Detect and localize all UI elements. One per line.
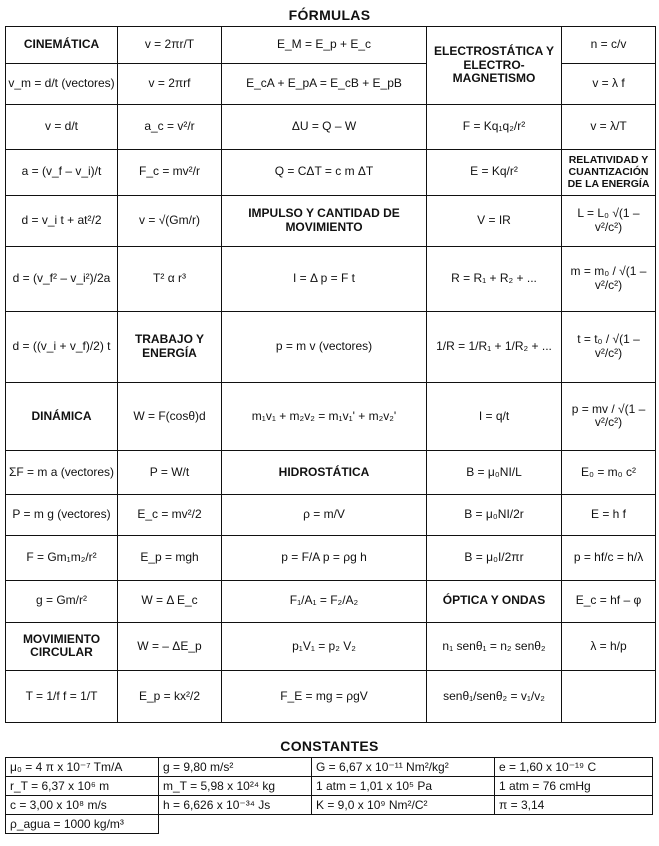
formula-cell: v = λ f xyxy=(562,64,656,105)
section-header: CINEMÁTICA xyxy=(6,27,118,64)
formula-cell: d = v_i t + at²/2 xyxy=(6,196,118,247)
constant-cell: G = 6,67 x 10⁻¹¹ Nm²/kg² xyxy=(312,758,495,777)
formula-cell: ΣF = m a (vectores) xyxy=(6,451,118,495)
formula-cell: F = Kq₁q₂/r² xyxy=(427,105,562,150)
formula-cell: E_M = E_p + E_c xyxy=(222,27,427,64)
constant-cell: μ₀ = 4 π x 10⁻⁷ Tm/A xyxy=(6,758,159,777)
constant-cell: m_T = 5,98 x 10²⁴ kg xyxy=(159,777,312,796)
formula-row xyxy=(6,196,656,247)
section-header: TRABAJO Y ENERGÍA xyxy=(118,311,222,382)
formula-cell: L = L₀ √(1 – v²/c²) xyxy=(562,196,656,247)
formula-cell: v = 2πr/T xyxy=(118,27,222,64)
formula-cell: senθ₁/senθ₂ = v₁/v₂ xyxy=(427,671,562,723)
formula-cell: a = (v_f – v_i)/t xyxy=(6,149,118,196)
formula-cell: W = F(cosθ)d xyxy=(118,382,222,451)
formula-row xyxy=(6,535,656,581)
formula-cell: P = W/t xyxy=(118,451,222,495)
formula-cell: m = m₀ / √(1 – v²/c²) xyxy=(562,246,656,311)
formula-row xyxy=(6,105,656,150)
formula-cell: W = Δ E_c xyxy=(118,581,222,623)
formula-cell: a_c = v²/r xyxy=(118,105,222,150)
formula-cell: p = mv / √(1 – v²/c²) xyxy=(562,382,656,451)
formula-cell: F = Gm₁m₂/r² xyxy=(6,535,118,581)
constant-cell: g = 9,80 m/s² xyxy=(159,758,312,777)
formula-cell xyxy=(562,671,656,723)
constant-cell xyxy=(495,815,653,834)
constants-table xyxy=(5,757,653,834)
formula-cell: P = m g (vectores) xyxy=(6,494,118,535)
formula-cell: B = μ₀NI/2r xyxy=(427,494,562,535)
formula-cell: ρ = m/V xyxy=(222,494,427,535)
formula-cell: v = d/t xyxy=(6,105,118,150)
formula-cell: F_c = mv²/r xyxy=(118,149,222,196)
formula-row xyxy=(6,27,656,64)
formula-cell: E_p = mgh xyxy=(118,535,222,581)
formula-row xyxy=(6,246,656,311)
constant-row xyxy=(6,758,653,777)
formula-cell: T = 1/f f = 1/T xyxy=(6,671,118,723)
formula-row xyxy=(6,581,656,623)
formula-cell: v = λ/T xyxy=(562,105,656,150)
formula-cell: R = R₁ + R₂ + ... xyxy=(427,246,562,311)
formula-cell: E_p = kx²/2 xyxy=(118,671,222,723)
formula-cell: 1/R = 1/R₁ + 1/R₂ + ... xyxy=(427,311,562,382)
formula-cell: λ = h/p xyxy=(562,622,656,671)
constant-row xyxy=(6,777,653,796)
formula-row xyxy=(6,311,656,382)
formula-cell: d = (v_f² – v_i²)/2a xyxy=(6,246,118,311)
section-header: IMPULSO Y CANTIDAD DE MOVIMIENTO xyxy=(222,196,427,247)
formulas-table xyxy=(5,26,656,723)
formula-row xyxy=(6,382,656,451)
formula-cell: F_E = mg = ρgV xyxy=(222,671,427,723)
constant-cell: r_T = 6,37 x 10⁶ m xyxy=(6,777,159,796)
formula-cell: E_cA + E_pA = E_cB + E_pB xyxy=(222,64,427,105)
constant-cell xyxy=(312,815,495,834)
constant-cell: ρ_agua = 1000 kg/m³ xyxy=(6,815,159,834)
formula-cell: n₁ senθ₁ = n₂ senθ₂ xyxy=(427,622,562,671)
formula-row xyxy=(6,622,656,671)
constant-cell xyxy=(159,815,312,834)
formula-cell: p₁V₁ = p₂ V₂ xyxy=(222,622,427,671)
section-header: MOVIMIENTO CIRCULAR xyxy=(6,622,118,671)
formula-row xyxy=(6,149,656,196)
formula-row xyxy=(6,451,656,495)
formula-cell: p = m v (vectores) xyxy=(222,311,427,382)
formula-cell: v = 2πrf xyxy=(118,64,222,105)
formula-cell: v = √(Gm/r) xyxy=(118,196,222,247)
formula-cell: W = – ΔE_p xyxy=(118,622,222,671)
formula-cell: d = ((v_i + v_f)/2) t xyxy=(6,311,118,382)
formula-cell: E_c = mv²/2 xyxy=(118,494,222,535)
section-header: HIDROSTÁTICA xyxy=(222,451,427,495)
constants-title: CONSTANTES xyxy=(280,738,379,754)
formula-cell: E_c = hf – φ xyxy=(562,581,656,623)
formula-cell: I = Δ p = F t xyxy=(222,246,427,311)
constant-cell: K = 9,0 x 10⁹ Nm²/C² xyxy=(312,796,495,815)
formula-cell: t = t₀ / √(1 – v²/c²) xyxy=(562,311,656,382)
constant-row xyxy=(6,815,653,834)
formula-cell: V = IR xyxy=(427,196,562,247)
constant-cell: c = 3,00 x 10⁸ m/s xyxy=(6,796,159,815)
constant-cell: π = 3,14 xyxy=(495,796,653,815)
formula-cell: B = μ₀I/2πr xyxy=(427,535,562,581)
section-header: RELATIVIDAD Y CUANTIZACIÓN DE LA ENERGÍA xyxy=(562,149,656,196)
formula-cell: B = μ₀NI/L xyxy=(427,451,562,495)
section-header: ELECTROSTÁTICA Y ELECTRO-MAGNETISMO xyxy=(427,27,562,105)
section-header: ÓPTICA Y ONDAS xyxy=(427,581,562,623)
formula-cell: E₀ = m₀ c² xyxy=(562,451,656,495)
formula-cell: n = c/v xyxy=(562,27,656,64)
formula-cell: g = Gm/r² xyxy=(6,581,118,623)
constant-cell: 1 atm = 1,01 x 10⁵ Pa xyxy=(312,777,495,796)
formula-row xyxy=(6,494,656,535)
section-header: DINÁMICA xyxy=(6,382,118,451)
constant-cell: e = 1,60 x 10⁻¹⁹ C xyxy=(495,758,653,777)
formula-cell: T² α r³ xyxy=(118,246,222,311)
formula-cell: m₁v₁ + m₂v₂ = m₁v₁' + m₂v₂' xyxy=(222,382,427,451)
formula-cell: I = q/t xyxy=(427,382,562,451)
formula-cell: E = Kq/r² xyxy=(427,149,562,196)
formula-cell: E = h f xyxy=(562,494,656,535)
formula-cell: p = F/A p = ρg h xyxy=(222,535,427,581)
formula-cell: F₁/A₁ = F₂/A₂ xyxy=(222,581,427,623)
formula-cell: Q = CΔT = c m ΔT xyxy=(222,149,427,196)
formula-cell: ΔU = Q – W xyxy=(222,105,427,150)
constant-cell: 1 atm = 76 cmHg xyxy=(495,777,653,796)
formula-cell: p = hf/c = h/λ xyxy=(562,535,656,581)
page-title: FÓRMULAS xyxy=(288,7,371,23)
constant-cell: h = 6,626 x 10⁻³⁴ Js xyxy=(159,796,312,815)
formula-row xyxy=(6,671,656,723)
formula-cell: v_m = d/t (vectores) xyxy=(6,64,118,105)
constant-row xyxy=(6,796,653,815)
